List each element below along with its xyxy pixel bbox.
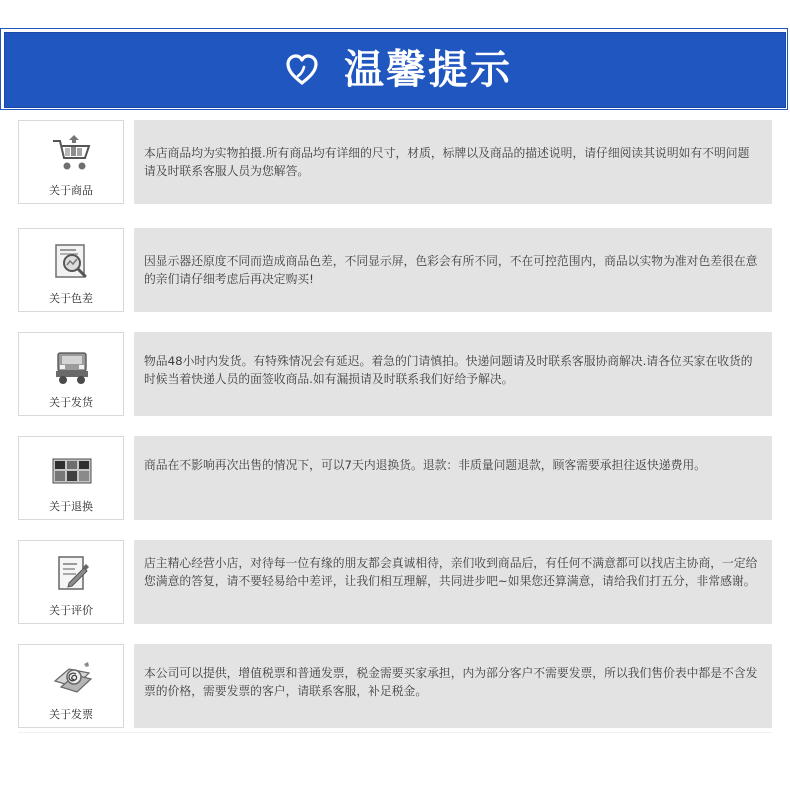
email-at-icon <box>49 657 95 699</box>
truck-icon <box>49 345 95 387</box>
info-label-box <box>18 644 124 728</box>
info-label-box <box>18 120 124 204</box>
info-label: 关于商品 <box>49 184 93 197</box>
info-row-shipping <box>18 332 772 416</box>
info-text-panel <box>134 540 772 624</box>
info-label-box <box>18 436 124 520</box>
info-label: 关于退换 <box>49 500 93 513</box>
header-content <box>4 32 786 108</box>
header-frame <box>0 28 788 110</box>
info-row-product <box>18 120 772 204</box>
info-text: 物品48小时内发货。有特殊情况会有延迟。着急的门请慎拍。快递问题请及时联系客服协商解决.请各位买家在收货的时候当着快递人员的面签收商品.如有漏损请及时联系我们好给予解决。 <box>144 354 753 386</box>
info-text: 本公司可以提供，增值税票和普通发票，税金需要买家承担，内为部分客户不需要发票，所以我们售价表中都是不含发票的价格，需要发票的客户，请联系客服，补足税金。 <box>144 666 758 698</box>
info-row-return-exchange <box>18 436 772 520</box>
info-text-panel <box>134 120 772 204</box>
info-text-panel <box>134 436 772 520</box>
info-text: 本店商品均为实物拍摄.所有商品均有详细的尺寸，材质，标牌以及商品的描述说明，请仔细阅读其说明如有不明问题请及时联系客服人员为您解答。 <box>144 146 750 178</box>
info-label: 关于发票 <box>49 708 93 721</box>
info-row-review <box>18 540 772 624</box>
info-text-panel <box>134 228 772 312</box>
shopping-cart-icon <box>49 133 95 175</box>
info-label: 关于色差 <box>49 292 93 305</box>
info-text-panel <box>134 644 772 728</box>
info-text: 店主精心经营小店，对待每一位有缘的朋友都会真诚相待，亲们收到商品后，有任何不满意都可以找店主协商，一定给您满意的答复，请不要轻易给中差评，让我们相互理解，共同进步吧~如果您还算满意，请给我们打五分，非常感谢。 <box>144 556 758 588</box>
info-text: 商品在不影响再次出售的情况下，可以7天内退换货。退款：非质量问题退款，顾客需要承担往返快递费用。 <box>144 458 706 472</box>
heart-icon <box>278 46 326 94</box>
info-label-box <box>18 332 124 416</box>
header-banner <box>0 28 790 112</box>
info-label: 关于发货 <box>49 396 93 409</box>
magnifier-document-icon <box>49 241 95 283</box>
info-row-color-difference <box>18 228 772 312</box>
bottom-divider <box>18 732 772 733</box>
info-label-box <box>18 228 124 312</box>
header-panel <box>4 32 786 108</box>
boxes-icon <box>49 449 95 491</box>
info-text-panel <box>134 332 772 416</box>
page-title: 温馨提示 <box>344 47 512 93</box>
info-label: 关于评价 <box>49 604 93 617</box>
info-text: 因显示器还原度不同而造成商品色差，不同显示屏，色彩会有所不同，不在可控范围内，商品以实物为准对色差很在意的亲们请仔细考虑后再决定购买! <box>144 254 758 286</box>
info-label-box <box>18 540 124 624</box>
info-row-invoice <box>18 644 772 728</box>
document-pencil-icon <box>49 553 95 595</box>
